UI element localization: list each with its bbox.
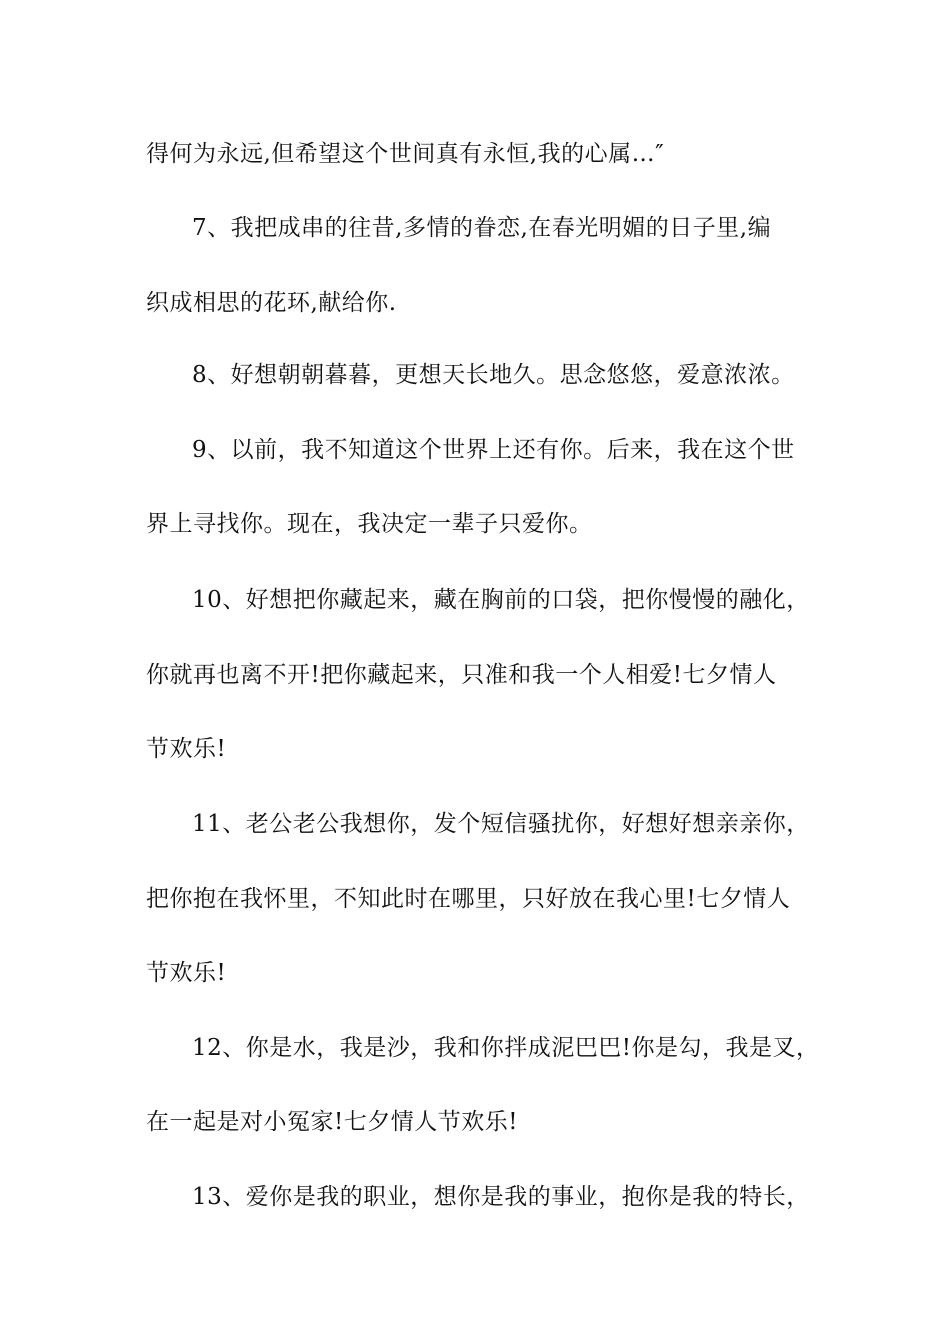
text-line-12: 节欢乐! [146,960,227,986]
text-line-4: 8、好想朝朝暮暮，更想天长地久。思念悠悠，爱意浓浓。 [192,362,795,388]
text-line-13: 12、你是水，我是沙，我和你拌成泥巴巴!你是勾，我是叉， [192,1035,820,1061]
text-line-11: 把你抱在我怀里，不知此时在哪里，只好放在我心里!七夕情人 [146,886,791,912]
text-line-3: 织成相思的花环,献给你. [146,290,397,316]
text-line-15: 13、爱你是我的职业，想你是我的事业，抱你是我的特长， [192,1184,810,1210]
text-line-7: 10、好想把你藏起来，藏在胸前的口袋，把你慢慢的融化， [192,587,810,613]
text-line-1: 得何为永远,但希望这个世间真有永恒,我的心属…″ [146,141,665,167]
text-line-14: 在一起是对小冤家!七夕情人节欢乐! [146,1109,518,1135]
text-line-6: 界上寻找你。现在，我决定一辈子只爱你。 [146,511,593,537]
text-line-9: 节欢乐! [146,736,227,762]
text-line-8: 你就再也离不开!把你藏起来，只准和我一个人相爱!七夕情人 [146,662,777,688]
text-line-2: 7、我把成串的往昔,多情的眷恋,在春光明媚的日子里,编 [192,215,772,241]
text-line-10: 11、老公老公我想你，发个短信骚扰你，好想好想亲亲你， [192,811,810,837]
text-line-5: 9、以前，我不知道这个世界上还有你。后来，我在这个世 [192,437,795,463]
